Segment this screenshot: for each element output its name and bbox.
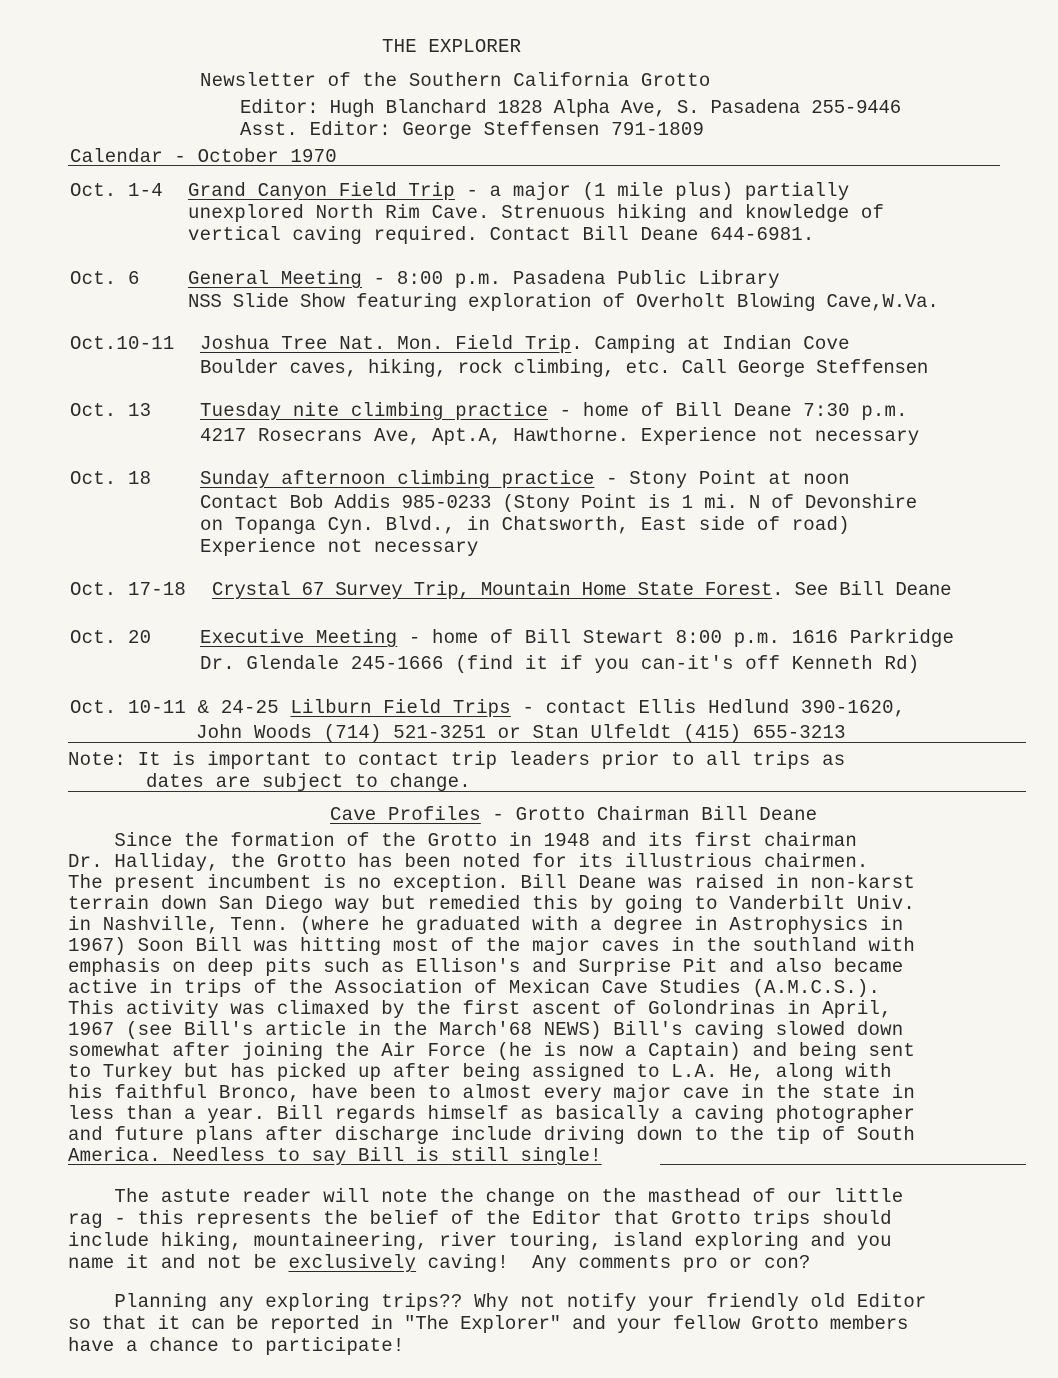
event-title: Sunday afternoon climbing practice — [200, 468, 595, 490]
event-line: Executive Meeting - home of Bill Stewart 8:00 p.m. 1616 Parkridge — [200, 627, 955, 649]
editorial-line: include hiking, mountaineering, river touring, island exploring and you — [68, 1230, 892, 1252]
profile-line: to Turkey but has picked up after being assigned to L.A. He, along with — [68, 1061, 892, 1083]
calendar-heading: Calendar - October 1970 — [70, 146, 337, 168]
event-line: Grand Canyon Field Trip - a major (1 mile plus) partially — [188, 180, 850, 202]
profile-line: America. Needless to say Bill is still single! — [68, 1145, 602, 1167]
profile-line: Since the formation of the Grotto in 1948 and its first chairman — [68, 830, 857, 852]
event-line: on Topanga Cyn. Blvd., in Chatsworth, East side of road) — [200, 514, 850, 536]
event-title: Tuesday nite climbing practice — [200, 400, 549, 422]
profile-line: 1967) Soon Bill was hitting most of the major caves in the southland with — [68, 935, 915, 957]
event-date: Oct. 1-4 — [70, 180, 163, 202]
profile-line: The present incumbent is no exception. Bill Deane was raised in non-karst — [68, 872, 915, 894]
event-date: Oct. 10-11 & 24-25 — [70, 697, 279, 719]
editorial-line: so that it can be reported in "The Explorer" and your fellow Grotto members — [68, 1313, 909, 1335]
event-line: 4217 Rosecrans Ave, Apt.A, Hawthorne. Experience not necessary — [200, 425, 920, 447]
event-date: Oct. 13 — [70, 400, 152, 422]
profile-rule — [660, 1164, 1026, 1165]
editor-line: Editor: Hugh Blanchard 1828 Alpha Ave, S. Pasadena 255-9446 — [240, 97, 901, 119]
editorial-line: The astute reader will note the change on the masthead of our little — [68, 1186, 904, 1208]
event-date: Oct. 6 — [70, 268, 140, 290]
editorial-line: Planning any exploring trips?? Why not notify your friendly old Editor — [68, 1291, 927, 1313]
event-line: General Meeting - 8:00 p.m. Pasadena Public Library — [188, 268, 780, 290]
event-line: vertical caving required. Contact Bill Deane 644-6981. — [188, 224, 815, 246]
event-line: Experience not necessary — [200, 536, 479, 558]
event-line: Crystal 67 Survey Trip, Mountain Home State Forest. See Bill Deane — [212, 579, 952, 601]
event-date: Oct.10-11 — [70, 333, 175, 355]
event-line: John Woods (714) 521-3251 or Stan Ulfeldt (415) 655-3213 — [196, 722, 846, 744]
event-line: NSS Slide Show featuring exploration of Overholt Blowing Cave,W.Va. — [188, 291, 939, 313]
editorial-line: name it and not be exclusively caving! Any comments pro or con? — [68, 1252, 811, 1274]
profile-line: his faithful Bronco, have been to almost every major cave in the state in — [68, 1082, 915, 1104]
newsletter-title: THE EXPLORER — [382, 36, 522, 58]
profile-line: active in trips of the Association of Mexican Cave Studies (A.M.C.S.). — [68, 977, 881, 999]
profile-line: in Nashville, Tenn. (where he graduated with a degree in Astrophysics in — [68, 914, 904, 936]
event-date: Oct. 20 — [70, 627, 152, 649]
calendar-rule — [68, 165, 1000, 166]
event-date: Oct. 18 — [70, 468, 152, 490]
profile-heading: Cave Profiles - Grotto Chairman Bill Deane — [330, 804, 818, 826]
calendar-end-rule — [68, 742, 1026, 743]
note-line: dates are subject to change. — [146, 771, 471, 793]
profile-line: somewhat after joining the Air Force (he is now a Captain) and being sent — [68, 1040, 915, 1062]
note-rule — [68, 791, 1026, 792]
event-line: Oct. 10-11 & 24-25 Lilburn Field Trips - contact Ellis Hedlund 390-1620, — [70, 697, 906, 719]
event-line: Joshua Tree Nat. Mon. Field Trip. Camping at Indian Cove — [200, 333, 850, 355]
note-line: Note: It is important to contact trip leaders prior to all trips as — [68, 749, 846, 771]
event-title: Crystal 67 Survey Trip, Mountain Home State Forest — [212, 579, 773, 601]
event-line: Tuesday nite climbing practice - home of Bill Deane 7:30 p.m. — [200, 400, 908, 422]
event-title: Joshua Tree Nat. Mon. Field Trip — [200, 333, 572, 355]
event-title: General Meeting — [188, 268, 363, 290]
event-line: Dr. Glendale 245-1666 (find it if you can-it's off Kenneth Rd) — [200, 653, 920, 675]
event-title: Lilburn Field Trips — [290, 697, 511, 719]
event-line: Contact Bob Addis 985-0233 (Stony Point is 1 mi. N of Devonshire — [200, 492, 917, 514]
profile-line: This activity was climaxed by the first ascent of Golondrinas in April, — [68, 998, 892, 1020]
profile-line: emphasis on deep pits such as Ellison's and Surprise Pit and also became — [68, 956, 904, 978]
profile-line: less than a year. Bill regards himself as basically a caving photographer — [68, 1103, 915, 1125]
profile-line: and future plans after discharge include driving down to the tip of South — [68, 1124, 915, 1146]
profile-line: terrain down San Diego way but remedied this by going to Vanderbilt Univ. — [68, 893, 915, 915]
asst-editor-line: Asst. Editor: George Steffensen 791-1809 — [240, 119, 705, 141]
event-title: Grand Canyon Field Trip — [188, 180, 455, 202]
editorial-line: rag - this represents the belief of the Editor that Grotto trips should — [68, 1208, 892, 1230]
profile-line: 1967 (see Bill's article in the March'68 NEWS) Bill's caving slowed down — [68, 1019, 904, 1041]
newsletter-subtitle: Newsletter of the Southern California Grotto — [200, 70, 711, 92]
event-title: Executive Meeting — [200, 627, 398, 649]
event-line: Boulder caves, hiking, rock climbing, etc. Call George Steffensen — [200, 357, 929, 379]
editorial-line: have a chance to participate! — [68, 1335, 405, 1357]
event-date: Oct. 17-18 — [70, 579, 187, 601]
event-line: unexplored North Rim Cave. Strenuous hiking and knowledge of — [188, 202, 885, 224]
event-line: Sunday afternoon climbing practice - Stony Point at noon — [200, 468, 850, 490]
profile-line: Dr. Halliday, the Grotto has been noted for its illustrious chairmen. — [68, 851, 869, 873]
emphasis: exclusively — [288, 1252, 417, 1274]
